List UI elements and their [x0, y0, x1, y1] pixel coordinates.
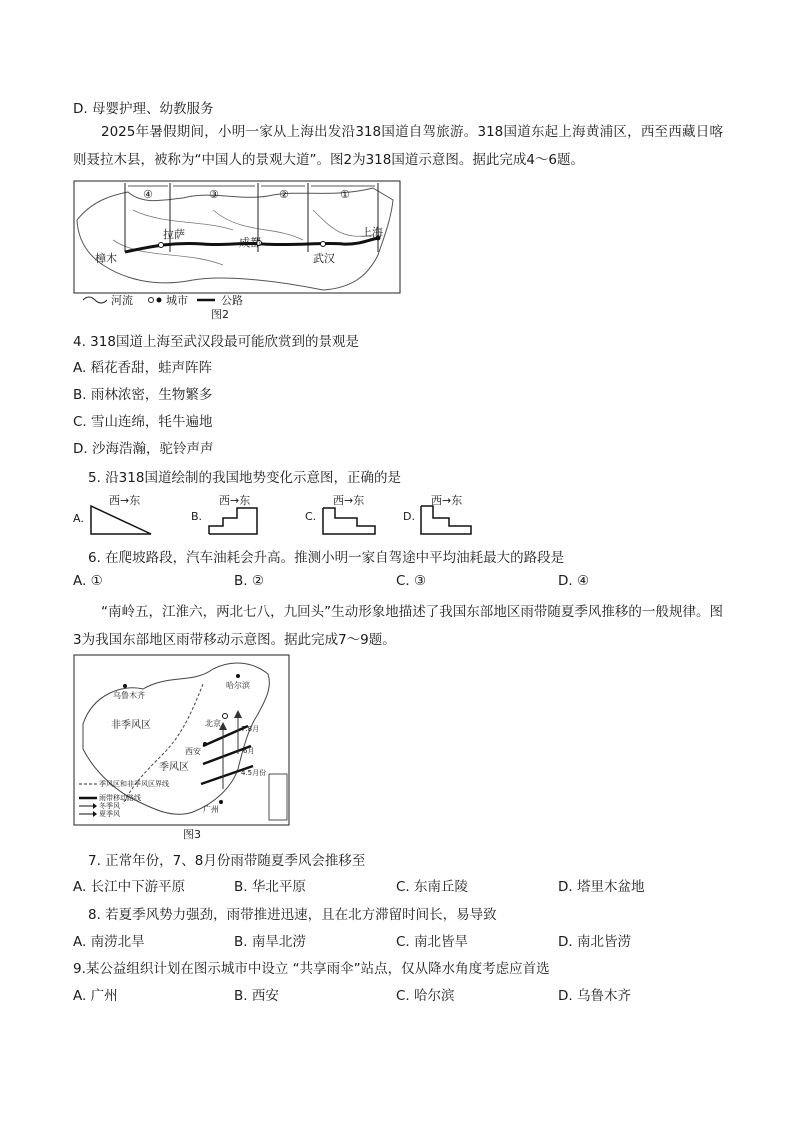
figure-3-caption: 图3: [183, 828, 201, 841]
question-9-option-c[interactable]: C. 哈尔滨: [396, 988, 455, 1004]
question-8-stem: 8. 若夏季风势力强劲，雨带推进迅速，且在北方滞留时间长，易导致: [88, 907, 497, 923]
profile-c-icon[interactable]: [321, 504, 381, 536]
question-9-option-b[interactable]: B. 西安: [234, 988, 279, 1004]
city-zhangmu: 樟木: [95, 252, 117, 265]
question-9-option-a[interactable]: A. 广州: [73, 988, 118, 1004]
question-7-option-b[interactable]: B. 华北平原: [234, 879, 306, 895]
question-4-option-c[interactable]: C. 雪山连绵，牦牛遍地: [73, 414, 213, 430]
q5-letter-c[interactable]: C.: [305, 510, 317, 523]
section-label-4: ④: [143, 188, 153, 201]
section-label-2: ②: [279, 188, 289, 201]
legend-city: 城市: [166, 294, 188, 307]
question-5-options-figures: [73, 492, 693, 538]
section-label-1: ①: [340, 188, 350, 201]
city-beijing: 北京: [205, 719, 221, 728]
question-4-option-b[interactable]: B. 雨林浓密，生物繁多: [73, 387, 213, 403]
legend-winter-monsoon: 冬季风: [99, 802, 120, 810]
profile-b-icon[interactable]: [207, 504, 263, 536]
city-guangzhou: 广州: [203, 805, 219, 814]
profile-d-icon[interactable]: [419, 504, 479, 536]
city-harbin: 哈尔滨: [226, 681, 250, 690]
q5-letter-b[interactable]: B.: [191, 510, 203, 523]
question-6-option-a[interactable]: A. ①: [73, 573, 103, 589]
city-urumqi: 乌鲁木齐: [113, 691, 145, 700]
city-wuhan: 武汉: [313, 252, 335, 265]
legend-summer-monsoon: 夏季风: [99, 810, 120, 818]
arrow-label-apr-may: 4.5月份: [241, 769, 267, 777]
question-6-option-d[interactable]: D. ④: [558, 573, 590, 589]
arrow-label-jul-aug: 7.8月: [241, 725, 260, 733]
arrow-label-jun: 6月: [243, 747, 255, 755]
city-chengdu: 成都: [239, 236, 261, 249]
question-8-option-a[interactable]: A. 南涝北旱: [73, 934, 145, 950]
figure-2-caption: 图2: [211, 308, 229, 321]
question-8-option-b[interactable]: B. 南旱北涝: [234, 934, 306, 950]
q5-direction-a: 西→东: [109, 494, 141, 507]
question-9-option-d[interactable]: D. 乌鲁木齐: [558, 988, 631, 1004]
question-4-option-d[interactable]: D. 沙海浩瀚，驼铃声声: [73, 441, 214, 457]
profile-a-icon[interactable]: [89, 504, 153, 536]
q5-direction-b: 西→东: [219, 494, 251, 507]
question-6-stem: 6. 在爬坡路段，汽车油耗会升高。推测小明一家自驾途中平均油耗最大的路段是: [88, 550, 565, 566]
figure-3-rain-belt-map: [73, 654, 291, 840]
question-4-stem: 4. 318国道上海至武汉段最可能欣赏到的景观是: [73, 334, 359, 350]
previous-question-option-d: D. 母婴护理、幼教服务: [73, 101, 214, 117]
city-shanghai: 上海: [361, 226, 383, 239]
passage-rain-belt: “南岭五，江淮六，两北七八，九回头”生动形象地描述了我国东部地区雨带随夏季风推移的一般规律。图3为我国东部地区雨带移动示意图。据此完成7～9题。: [73, 604, 723, 648]
question-5-stem: 5. 沿318国道绘制的我国地势变化示意图，正确的是: [88, 470, 401, 486]
question-8-option-d[interactable]: D. 南北皆涝: [558, 934, 631, 950]
city-lhasa: 拉萨: [163, 228, 185, 241]
label-non-monsoon: 非季风区: [111, 720, 151, 731]
question-7-stem: 7. 正常年份，7、8月份雨带随夏季风会推移至: [88, 853, 366, 869]
city-xian: 西安: [185, 747, 201, 756]
question-6-option-c[interactable]: C. ③: [396, 573, 427, 589]
question-7-option-c[interactable]: C. 东南丘陵: [396, 879, 469, 895]
passage-route-318: 2025年暑假期间，小明一家从上海出发沿318国道自驾旅游。318国道东起上海黄浦区，西至西藏日喀则聂拉木县，被称为“中国人的景观大道”。图2为318国道示意图。据此完成4～6题。: [73, 124, 723, 168]
legend-river: 河流: [111, 294, 133, 307]
legend-road: 公路: [221, 294, 243, 307]
q5-letter-d[interactable]: D.: [403, 510, 415, 523]
q5-letter-a[interactable]: A.: [73, 512, 84, 525]
question-7-option-a[interactable]: A. 长江中下游平原: [73, 879, 186, 895]
figure-2-route-map: [73, 180, 403, 320]
question-6-option-b[interactable]: B. ②: [234, 573, 264, 589]
q5-direction-c: 西→东: [333, 494, 365, 507]
question-9-stem: 9.某公益组织计划在图示城市中设立 “共享雨伞”站点，仅从降水角度考虑应首选: [73, 961, 550, 977]
section-label-3: ③: [209, 188, 219, 201]
question-4-option-a[interactable]: A. 稻花香甜，蛙声阵阵: [73, 360, 213, 376]
question-7-option-d[interactable]: D. 塔里木盆地: [558, 879, 645, 895]
question-8-option-c[interactable]: C. 南北皆旱: [396, 934, 469, 950]
q5-direction-d: 西→东: [431, 494, 463, 507]
legend-boundary: 季风区和非季风区界线: [99, 780, 169, 788]
legend-rain-belt: 雨带移动路线: [99, 794, 141, 802]
label-monsoon: 季风区: [159, 762, 189, 773]
